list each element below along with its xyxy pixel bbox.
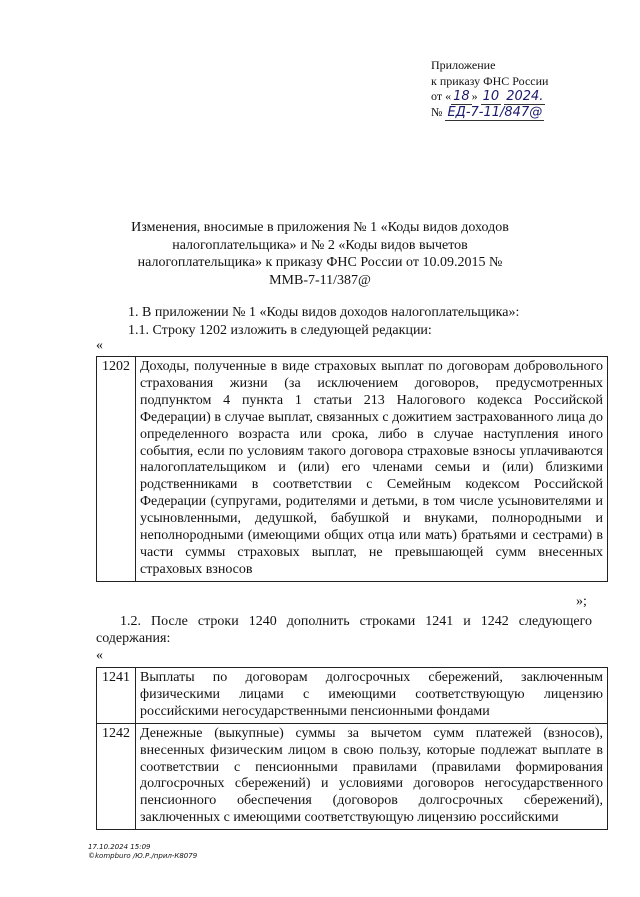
item-1-2: 1.2. После строки 1240 дополнить строками 1241 и 1242 следующего содержания:	[96, 614, 592, 646]
row-text: Доходы, полученные в виде страховых выплат по договорам добровольного страхования жизни (за исключением договоров, предусмотренных подпунктом 4 пункта 1 статьи 213 Налогового кодекса Российской Федерации) в случае выплат, связанных с дожитием застрахованного лица до определенного возраста или срока, либо в случае наступления иного события, если по условиям такого договора страховые взносы уплачиваются налогоплательщиком и (или) его членами семьи и (или) близкими родственниками в соответствии с Семейным кодексом Российской Федерации (супругами, родителями и детьми, в том числе усыновителями и усыновленными, дедушкой, бабушкой и внуками, полнородными и неполнородными (имеющими общих отца или мать) братьями и сестрами) в части суммы страховых выплат, не превышающей сумм внесенных страховых взносов	[136, 357, 608, 582]
row-text: Выплаты по договорам долгосрочных сбережений, заключенным физическими лицами с имеющими соответствующую лицензию российскими негосударственными пенсионными фондами	[136, 668, 608, 724]
table-row	[97, 357, 608, 582]
footer-timestamp: 17.10.2024 15:09	[88, 843, 151, 851]
copyright-icon: ©	[88, 852, 95, 860]
row-code: 1202	[97, 357, 136, 582]
item-1-1: 1.1. Строку 1202 изложить в следующей редакции:	[128, 323, 432, 338]
date-month: 10	[482, 89, 500, 104]
date-year: 2024.	[506, 89, 544, 104]
footer-stamp	[88, 843, 197, 861]
document-title: Изменения, вносимые в приложения № 1 «Коды видов доходов налогоплательщика» и № 2 «Коды видов вычетов налогоплательщика» к приказу ФНС России от 10.09.2015 № ММВ-7-11/387@	[131, 220, 509, 288]
appendix-label: Приложение	[431, 58, 496, 72]
section-1-heading: 1. В приложении № 1 «Коды видов доходов налогоплательщика»:	[128, 305, 520, 320]
table-new-rows	[96, 667, 608, 830]
quote-open-1: «	[96, 338, 103, 353]
footer-author: ©kompburo /Ю.Р./прил-К8079	[88, 852, 198, 860]
quote-close-1: »;	[576, 594, 587, 609]
appendix-header	[431, 58, 548, 120]
appendix-order-ref: к приказу ФНС России	[431, 73, 549, 88]
appendix-number: № ЕД-7-11/847@	[431, 104, 543, 120]
row-code: 1241	[97, 668, 136, 724]
row-code: 1242	[97, 723, 136, 829]
order-number: ЕД-7-11/847@	[447, 104, 543, 120]
table-row-1202	[96, 356, 608, 582]
table-row	[97, 668, 608, 724]
row-text: Денежные (выкупные) суммы за вычетом сумм платежей (взносов), внесенных физическим лицом в свою пользу, которые подлежат выплате в соответствии с пенсионными правилами (правилами формирования долгосрочных сбережений) и условиями договоров негосударственного пенсионного обеспечения (договоров долгосрочных сбережений), заключенных с имеющими соответствующую лицензию российскими	[136, 723, 608, 829]
table-row	[97, 723, 608, 829]
date-day: 18	[453, 89, 470, 104]
appendix-date: от « 18 » 10 2024.	[431, 89, 544, 104]
quote-open-2: «	[96, 648, 103, 663]
